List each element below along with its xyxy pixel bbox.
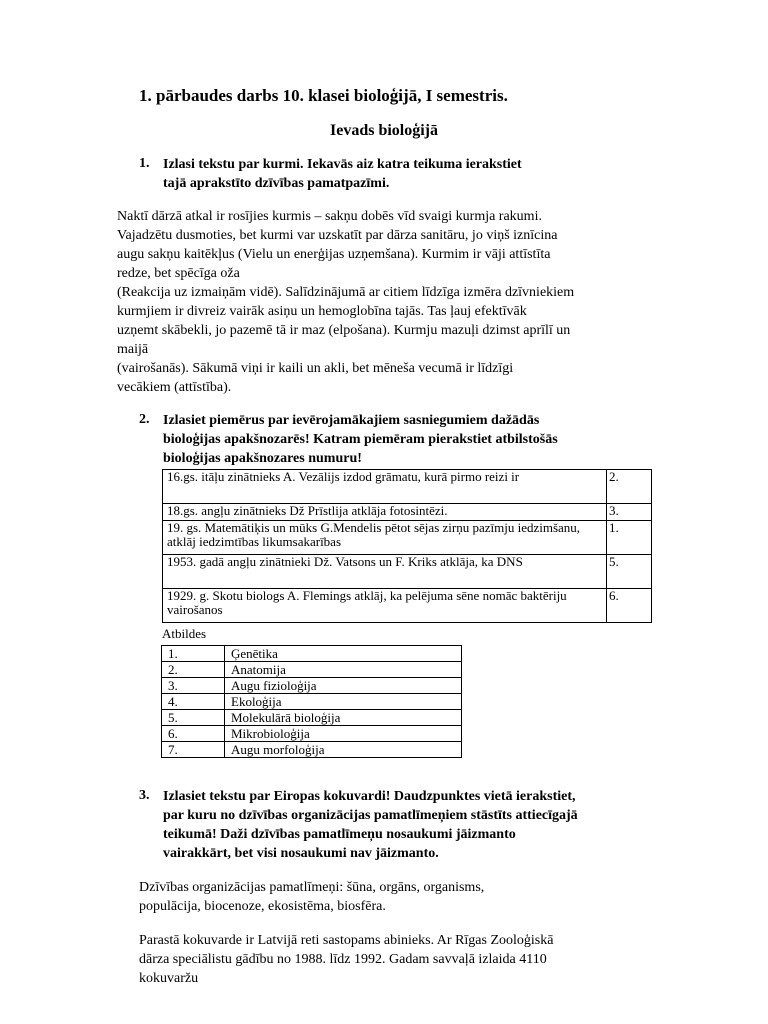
- question-1-text: [163, 155, 522, 193]
- example-answer: 6.: [607, 589, 652, 623]
- answer-number: 7.: [162, 742, 225, 758]
- paragraph-line: uzņemt skābekli, jo pazemē tā ir maz (elpošana). Kurmju mazuļi dzimst aprīlī un: [117, 323, 571, 338]
- question-3-line: teikumā! Daži dzīvības pamatlīmeņu nosaukumi jāizmanto: [163, 827, 516, 842]
- question-1-line: Izlasi tekstu par kurmi. Iekavās aiz katra teikuma ierakstiet: [163, 157, 522, 172]
- paragraph-line: populācija, biocenoze, ekosistēma, biosfēra.: [139, 899, 386, 914]
- examples-table: [162, 469, 652, 623]
- paragraph-line: Parastā kokuvarde ir Latvijā reti sastopams abinieks. Ar Rīgas Zooloģiskā: [139, 933, 554, 948]
- question-3-line: par kuru no dzīvības organizācijas pamatlīmeņiem stāstīts attiecīgajā: [163, 808, 578, 823]
- paragraph-line: maijā: [117, 342, 149, 357]
- example-answer: 1.: [607, 521, 652, 555]
- table-row: [163, 589, 652, 623]
- answer-number: 5.: [162, 710, 225, 726]
- table-row: [162, 646, 462, 662]
- answers-label: Atbildes: [162, 626, 207, 641]
- paragraph-line: (Reakcija uz izmaiņām vidē). Salīdzinājumā ar citiem līdzīga izmēra dzīvniekiem: [117, 285, 575, 300]
- question-2-number: 2.: [139, 412, 150, 427]
- page-title: 1. pārbaudes darbs 10. klasei bioloģijā, I semestris.: [139, 86, 508, 105]
- question-2-line: bioloģijas apakšnozarēs! Katram piemēram pierakstiet atbilstošās: [163, 432, 558, 447]
- example-text: 1953. gadā angļu zinātnieki Dž. Vatsons un F. Kriks atklāja, ka DNS: [163, 555, 607, 589]
- paragraph-line: kokuvaržu: [139, 971, 199, 986]
- frog-paragraph: [139, 931, 553, 988]
- table-row: [163, 470, 652, 504]
- question-1-number: 1.: [139, 156, 150, 171]
- example-text: 18.gs. angļu zinātnieks Dž Prīstlija atklāja fotosintēzi.: [163, 504, 607, 521]
- answer-name: Augu morfoloģija: [225, 742, 462, 758]
- question-2-text: [163, 411, 558, 468]
- answer-name: Ekoloģija: [225, 694, 462, 710]
- question-3-number: 3.: [139, 788, 150, 803]
- answer-number: 3.: [162, 678, 225, 694]
- paragraph-line: kurmjiem ir divreiz vairāk asiņu un hemoglobīna tajās. Tas ļauj efektīvāk: [117, 304, 527, 319]
- table-row: [162, 662, 462, 678]
- answer-name: Mikrobioloģija: [225, 726, 462, 742]
- answers-table: [161, 645, 462, 758]
- answer-name: Molekulārā bioloģija: [225, 710, 462, 726]
- levels-paragraph: [139, 878, 484, 916]
- answer-name: Ģenētika: [225, 646, 462, 662]
- table-row: [163, 555, 652, 589]
- example-answer: 5.: [607, 555, 652, 589]
- answer-name: Augu fizioloģija: [225, 678, 462, 694]
- paragraph-line: redze, bet spēcīga oža: [117, 266, 240, 281]
- paragraph-line: Dzīvības organizācijas pamatlīmeņi: šūna, orgāns, organisms,: [139, 880, 485, 895]
- page-subtitle: Ievads bioloģijā: [329, 122, 438, 139]
- question-2-line: Izlasiet piemērus par ievērojamākajiem sasniegumiem dažādās: [163, 413, 540, 428]
- table-row: [162, 694, 462, 710]
- answer-number: 6.: [162, 726, 225, 742]
- table-row: [163, 521, 652, 555]
- table-row: [162, 710, 462, 726]
- paragraph-line: (vairošanās). Sākumā viņi ir kaili un akli, bet mēneša vecumā ir līdzīgi: [117, 361, 514, 376]
- mole-paragraph: [117, 207, 574, 397]
- table-row: [162, 726, 462, 742]
- table-row: [162, 678, 462, 694]
- question-2-line: bioloģijas apakšnozares numuru!: [163, 451, 362, 466]
- answer-number: 4.: [162, 694, 225, 710]
- paragraph-line: vecākiem (attīstība).: [117, 380, 232, 395]
- answer-name: Anatomija: [225, 662, 462, 678]
- example-text: 19. gs. Matemātiķis un mūks G.Mendelis pētot sējas zirņu pazīmju iedzimšanu, atklāj iedzimtības likumsakarības: [163, 521, 607, 555]
- paragraph-line: augu sakņu kaitēkļus (Vielu un enerģijas uzņemšana). Kurmim ir vāji attīstīta: [117, 247, 551, 262]
- question-1-line: tajā aprakstīto dzīvības pamatpazīmi.: [163, 176, 390, 191]
- paragraph-line: Naktī dārzā atkal ir rosījies kurmis – sakņu dobēs vīd svaigi kurmja rakumi.: [117, 209, 542, 224]
- question-3-line: Izlasiet tekstu par Eiropas kokuvardi! Daudzpunktes vietā ierakstiet,: [163, 789, 576, 804]
- example-text: 16.gs. itāļu zinātnieks A. Vezālijs izdod grāmatu, kurā pirmo reizi ir: [163, 470, 607, 504]
- answer-number: 1.: [162, 646, 225, 662]
- table-row: [162, 742, 462, 758]
- paragraph-line: dārza speciālistu gādību no 1988. līdz 1992. Gadam savvaļā izlaida 4110: [139, 952, 547, 967]
- answer-number: 2.: [162, 662, 225, 678]
- example-text: 1929. g. Skotu biologs A. Flemings atklāj, ka pelējuma sēne nomāc baktēriju vairošanos: [163, 589, 607, 623]
- paragraph-line: Vajadzētu dusmoties, bet kurmi var uzskatīt par dārza sanitāru, jo viņš iznīcina: [117, 228, 558, 243]
- table-row: [163, 504, 652, 521]
- question-3-line: vairakkārt, bet visi nosaukumi nav jāizmanto.: [163, 846, 439, 861]
- example-answer: 3.: [607, 504, 652, 521]
- example-answer: 2.: [607, 470, 652, 504]
- question-3-text: [163, 787, 578, 863]
